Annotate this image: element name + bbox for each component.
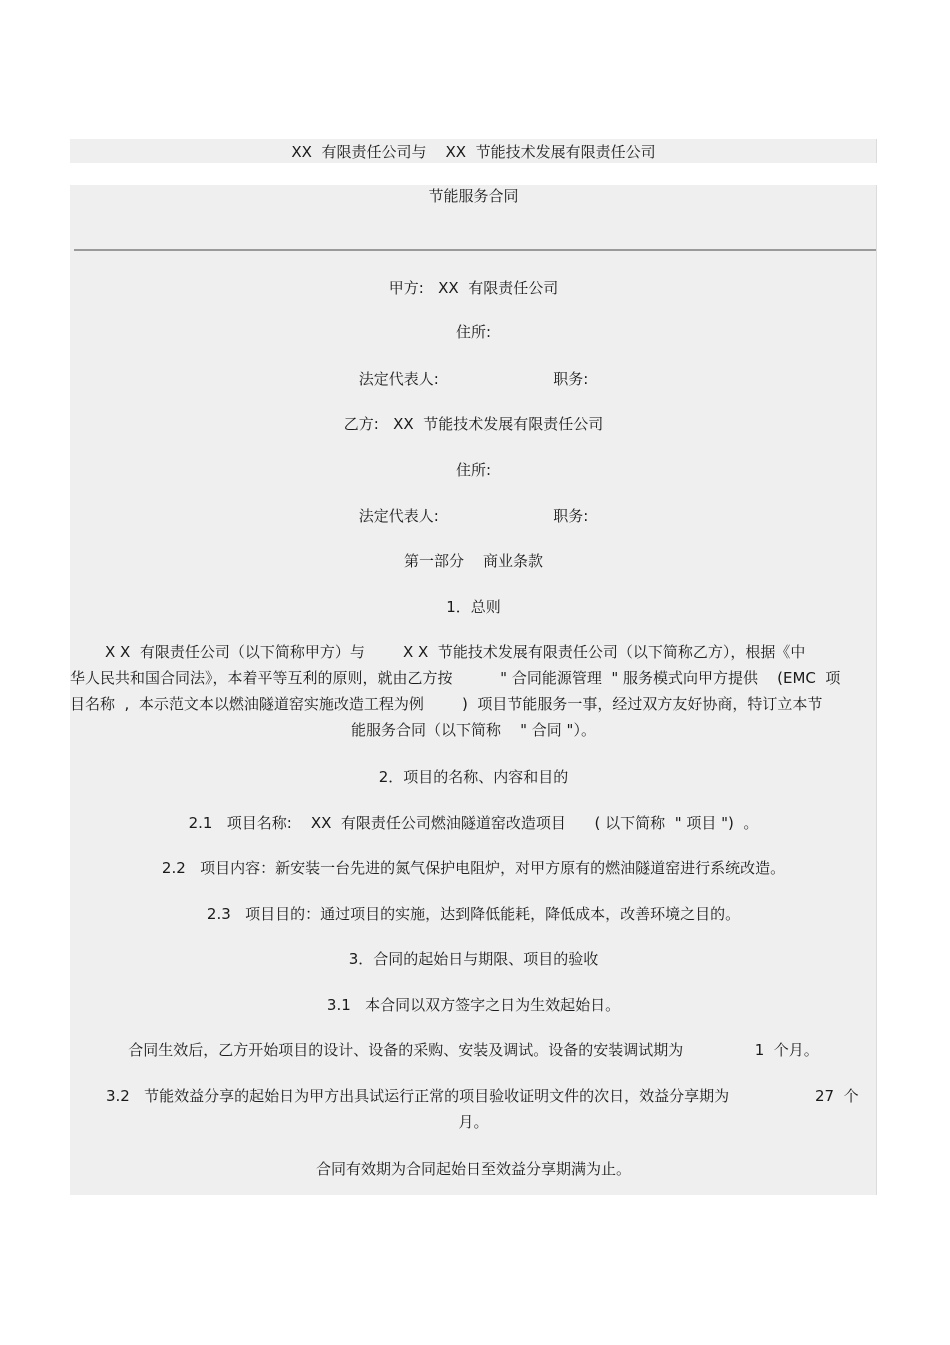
section1-line: 华人民共和国合同法》，本着平等互利的原则，就由乙方按 " 合同能源管理 " 服务模式向甲方提供 (EMC 项 [70, 669, 841, 687]
section1-title: 1．总则 [446, 598, 501, 616]
item-3-2-line: 月。 [458, 1113, 489, 1131]
item-3-1-detail: 合同生效后，乙方开始项目的设计、设备的采购、安装及调试。设备的安装调试期为 1 个月。 [128, 1041, 819, 1059]
party-b-address: 住所: [455, 461, 492, 479]
party-a-name: 甲方: XX 有限责任公司 [388, 279, 559, 297]
item-2-1: 2.1 项目名称: XX 有限责任公司燃油隧道窑改造项目 ( 以下简称 " 项目 ") 。 [188, 814, 759, 832]
item-2-3: 2.3 项目目的：通过项目的实施，达到降低能耗，降低成本，改善环境之目的。 [206, 905, 741, 923]
item-3-2 [70, 1083, 877, 1135]
party-a-rep: 法定代表人: 职务: [358, 370, 589, 388]
part1-title: 第一部分 商业条款 [403, 552, 544, 570]
item-3-1: 3.1 本合同以双方签字之日为生效起始日。 [326, 996, 621, 1014]
item-3-2-validity: 合同有效期为合同起始日至效益分享期满为止。 [315, 1160, 631, 1178]
party-b-rep: 法定代表人: 职务: [358, 507, 589, 525]
section2-title: 2．项目的名称、内容和目的 [378, 768, 569, 786]
party-a-address: 住所: [455, 323, 492, 341]
section1-line: 目名称 , 本示范文本以燃油隧道窑实施改造工程为例 ) 项目节能服务一事，经过双方友好协商，特订立本节 [70, 695, 823, 713]
item-3-2-line: 3.2 节能效益分享的起始日为甲方出具试运行正常的项目验收证明文件的次日，效益分享期为 27 个 [106, 1087, 859, 1105]
item-2-2: 2.2 项目内容：新安装一台先进的氮气保护电阻炉，对甲方原有的燃油隧道窑进行系统改造。 [161, 859, 786, 877]
section3-title: 3．合同的起始日与期限、项目的验收 [348, 950, 599, 968]
title-divider [74, 249, 876, 251]
doc-title: 节能服务合同 [428, 187, 519, 205]
party-b-name: 乙方: XX 节能技术发展有限责任公司 [343, 415, 604, 433]
section1-line: 能服务合同（以下简称 " 合同 "）。 [351, 721, 596, 739]
parties-title: XX 有限责任公司与 XX 节能技术发展有限责任公司 [291, 143, 656, 161]
section1-body [70, 639, 877, 743]
section1-line: X X 有限责任公司（以下简称甲方）与 X X 节能技术发展有限责任公司（以下简称乙方），根据《中 [105, 643, 806, 661]
